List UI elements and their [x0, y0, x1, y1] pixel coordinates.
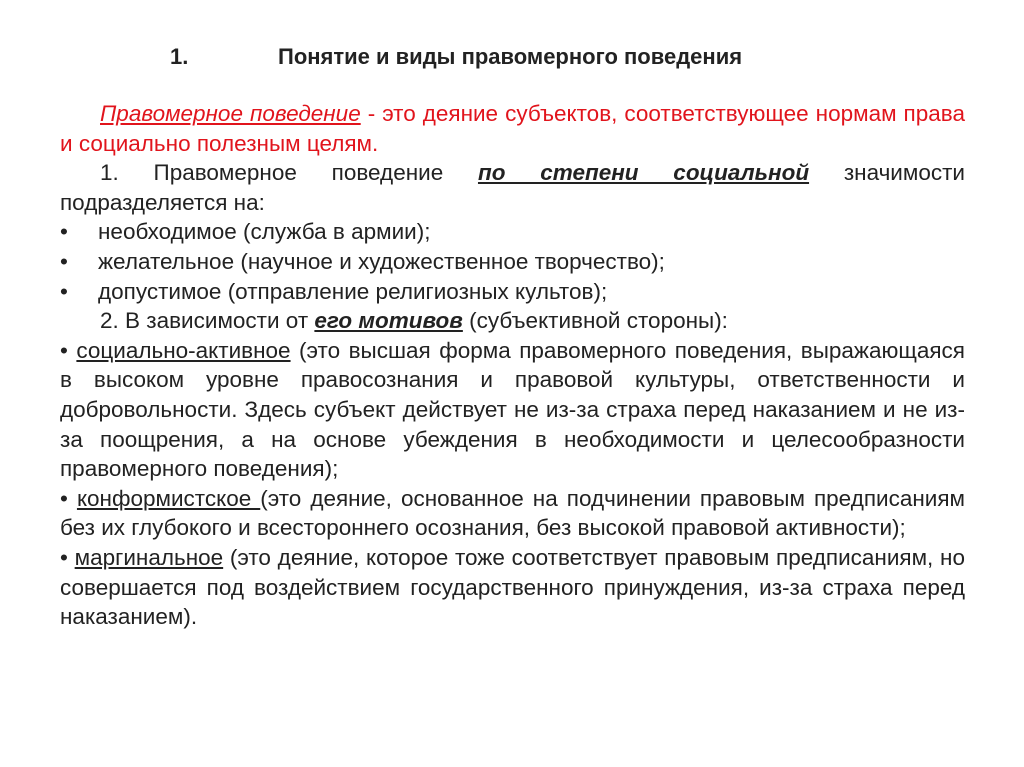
bullet-icon: •	[60, 485, 68, 511]
motive-term: социально-активное	[76, 337, 291, 363]
definition-text: - это деяние субъектов, соответствующее нормам права и социально полезным целям.	[60, 101, 965, 156]
section2-suffix: (субъективной стороны):	[462, 308, 728, 334]
list-item	[60, 277, 965, 307]
section1-intro	[60, 158, 965, 217]
list-item-text: желательное (научное и художественное творчество);	[98, 248, 665, 274]
bullet-icon: •	[60, 544, 68, 570]
motive-term: маргинальное	[74, 544, 224, 570]
section2-intro	[60, 306, 965, 336]
bullet-icon: •	[60, 337, 68, 363]
slide-title	[170, 40, 950, 74]
motive-text: (это деяние, основанное на подчинении правовым предписаниям без их глубокого и всестороннего осознания, без высокой правовой активности);	[60, 485, 965, 541]
list-item	[60, 217, 965, 247]
list-item-text: допустимое (отправление религиозных культов);	[98, 278, 608, 304]
definition-term: Правомерное поведение	[100, 101, 361, 126]
motive-text: (это деяние, которое тоже соответствует правовым предписаниям, но совершается под воздействием государственного принуждения, из-за страха перед наказанием).	[60, 544, 965, 630]
section1-list	[60, 217, 965, 306]
slide-content	[60, 99, 965, 632]
bullet-icon: •	[60, 278, 68, 304]
motive-item	[60, 336, 965, 484]
list-item-text: необходимое (служба в армии);	[98, 219, 431, 245]
section2-prefix: 2. В зависимости от	[100, 308, 315, 334]
bullet-icon: •	[60, 219, 68, 245]
definition-paragraph	[60, 99, 965, 158]
section2-emphasis: его мотивов	[314, 308, 463, 334]
section1-suffix: значимости подразделяется на:	[60, 160, 965, 215]
title-text: Понятие и виды правомерного поведения	[278, 44, 743, 69]
title-number: 1.	[170, 44, 189, 69]
section1-emphasis: по степени социальной	[477, 160, 810, 186]
motive-text: (это высшая форма правомерного поведения, выражающаяся в высоком уровне правосознания и правовой культуры, ответственности и добровольности. Здесь субъект действует не из-за страха перед наказанием и не из-за поощрения, а на основе убеждения в необходимости и целесообразности правомерного поведения);	[60, 337, 965, 482]
motive-item	[60, 484, 965, 543]
motive-term: конформистское	[76, 485, 261, 511]
motive-item	[60, 543, 965, 632]
bullet-icon: •	[60, 248, 68, 274]
list-item	[60, 247, 965, 277]
section1-prefix: 1. Правомерное поведение	[100, 160, 478, 186]
